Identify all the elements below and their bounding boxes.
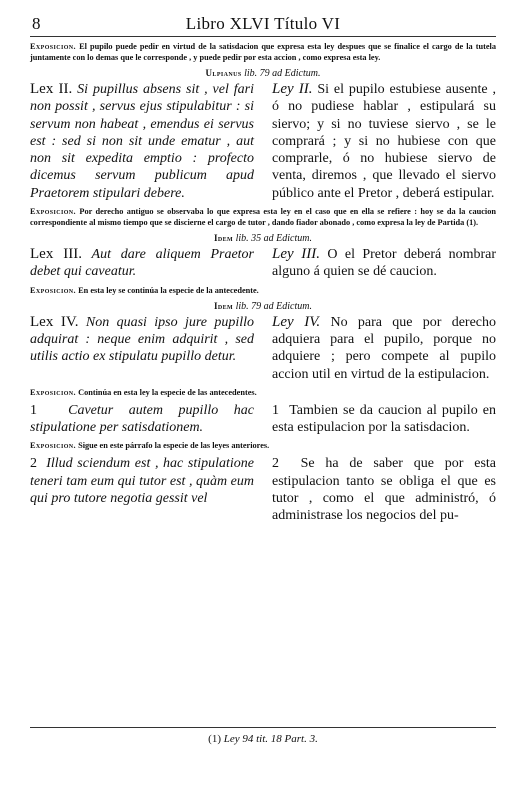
spanish-body: No para que por derecho adquiera para el pupilo, porque no adquiere ; pero compete al pupilo accion util en virtud de la estipulacion. xyxy=(272,314,496,382)
footnote-text: Ley 94 tit. 18 Part. 3. xyxy=(223,733,318,745)
paragraph-number: 2 xyxy=(30,456,37,472)
running-title: Libro XLVI Título VI xyxy=(185,14,341,33)
paragraph-row xyxy=(30,455,496,524)
latin-body: Non quasi ipso jure pupillo adquirat : neque enim adquirit , sed utilis actio ex stipulatu pupillo detur. xyxy=(30,314,254,365)
page xyxy=(30,14,496,774)
paragraph-row xyxy=(30,402,496,437)
exposition xyxy=(30,387,496,398)
latin-body: Cavetur autem pupillo hac stipulatione per satisdationem. xyxy=(30,402,255,436)
exposition-text: Sigue en este párrafo la especie de las leyes anteriores. xyxy=(78,441,270,451)
law-source xyxy=(30,301,496,312)
exposition xyxy=(30,440,496,451)
footnote-rule xyxy=(30,727,496,728)
spanish-body: Tambien se da caucion al pupilo en esta estipulacion por la satisdacion. xyxy=(272,402,496,436)
exposition-label: Exposicion. xyxy=(30,285,77,295)
spanish-body: Si el pupilo estubiese ausente , ó no pudiese hablar , estipulará su siervo; y si no tuviese siervo , se le comprará ; y si no hubiese con que comprarle, ó no hubiese siervo de venta, diremos , que llevado el siervo público ante el Pretor , deberá estipular. xyxy=(272,82,497,201)
latin-text xyxy=(30,314,254,383)
exposition-label: Exposicion. xyxy=(30,441,77,451)
latin-text xyxy=(30,455,254,524)
latin-heading: Lex IV. xyxy=(30,313,79,330)
latin-text xyxy=(30,246,254,281)
law-row xyxy=(30,81,496,202)
exposition xyxy=(30,206,496,228)
spanish-text xyxy=(272,81,496,202)
exposition-text: El pupilo puede pedir en virtud de la satisdacion que expresa esta ley despues que se finalice el cargo de la tutela juntamente con lo demas que le corresponde , y puede pedir por esta accion , como expresa esta ley. xyxy=(30,42,496,62)
latin-body: Si pupillus absens sit , vel fari non possit , servus ejus stipulabitur : si servum non habeat , emendus ei servus est : sed si non sit unde ematur , aut non sit expedita emptio : profecto dicemus servum publicum apud Praetorem stipulari debere. xyxy=(30,82,255,201)
spanish-body: Se ha de saber que por esta estipulacion tanto se obliga el que es tutor , como el que administró, ó administrase los negocios del pu- xyxy=(272,456,497,524)
spanish-text xyxy=(272,402,496,437)
footnote-marker: (1) xyxy=(208,733,221,745)
spanish-body: O el Pretor deberá nombrar alguno á quien se dé caucion. xyxy=(272,247,496,280)
exposition-text: Continúa en esta ley la especie de las antecedentes. xyxy=(78,387,257,397)
latin-body: Aut dare aliquem Praetor debet qui caveatur. xyxy=(30,247,254,280)
exposition-text: Por derecho antiguo se observaba lo que expresa esta ley en el caso que en ella se refiere : hoy se da la caucion correspondiente al mismo tiempo que se discierne el cargo de tutor , dando fiador abonado , como expresa la ley de Partida (1). xyxy=(30,207,496,228)
latin-text xyxy=(30,402,254,437)
latin-text xyxy=(30,81,254,202)
exposition-text: En esta ley se continúa la especie de la antecedente. xyxy=(78,285,259,295)
latin-heading: Lex II. xyxy=(30,81,73,97)
exposition xyxy=(30,41,496,63)
law-row xyxy=(30,246,496,281)
spanish-text xyxy=(272,246,496,281)
source-reference: lib. 35 ad Edictum. xyxy=(235,233,312,245)
page-number: 8 xyxy=(32,14,41,33)
paragraph-number: 1 xyxy=(272,402,279,418)
source-author: Idem xyxy=(214,300,234,311)
source-reference: lib. 79 ad Edictum. xyxy=(244,68,321,79)
latin-heading: Lex III. xyxy=(30,246,83,263)
law-source xyxy=(30,68,496,79)
footnote xyxy=(30,733,496,745)
paragraph-number: 2 xyxy=(272,456,279,472)
spanish-text xyxy=(272,314,496,383)
spanish-heading: Ley IV. xyxy=(272,313,321,330)
law-source xyxy=(30,233,496,244)
spanish-heading: Ley II. xyxy=(272,81,313,97)
spanish-text xyxy=(272,455,496,524)
spanish-heading: Ley III. xyxy=(272,246,321,263)
exposition xyxy=(30,285,496,296)
page-header xyxy=(30,14,496,37)
exposition-label: Exposicion. xyxy=(30,207,77,217)
exposition-label: Exposicion. xyxy=(30,387,77,397)
law-row xyxy=(30,314,496,383)
paragraph-number: 1 xyxy=(30,402,37,418)
latin-body: Illud sciendum est , hac stipulatione teneri tam eum qui tutor est , quàm eum qui pro tutore negotia gessit vel xyxy=(30,456,254,507)
exposition-label: Exposicion. xyxy=(30,42,77,51)
source-author: Idem xyxy=(214,233,234,244)
source-reference: lib. 79 ad Edictum. xyxy=(235,300,312,312)
source-author: Ulpianus xyxy=(205,68,242,78)
